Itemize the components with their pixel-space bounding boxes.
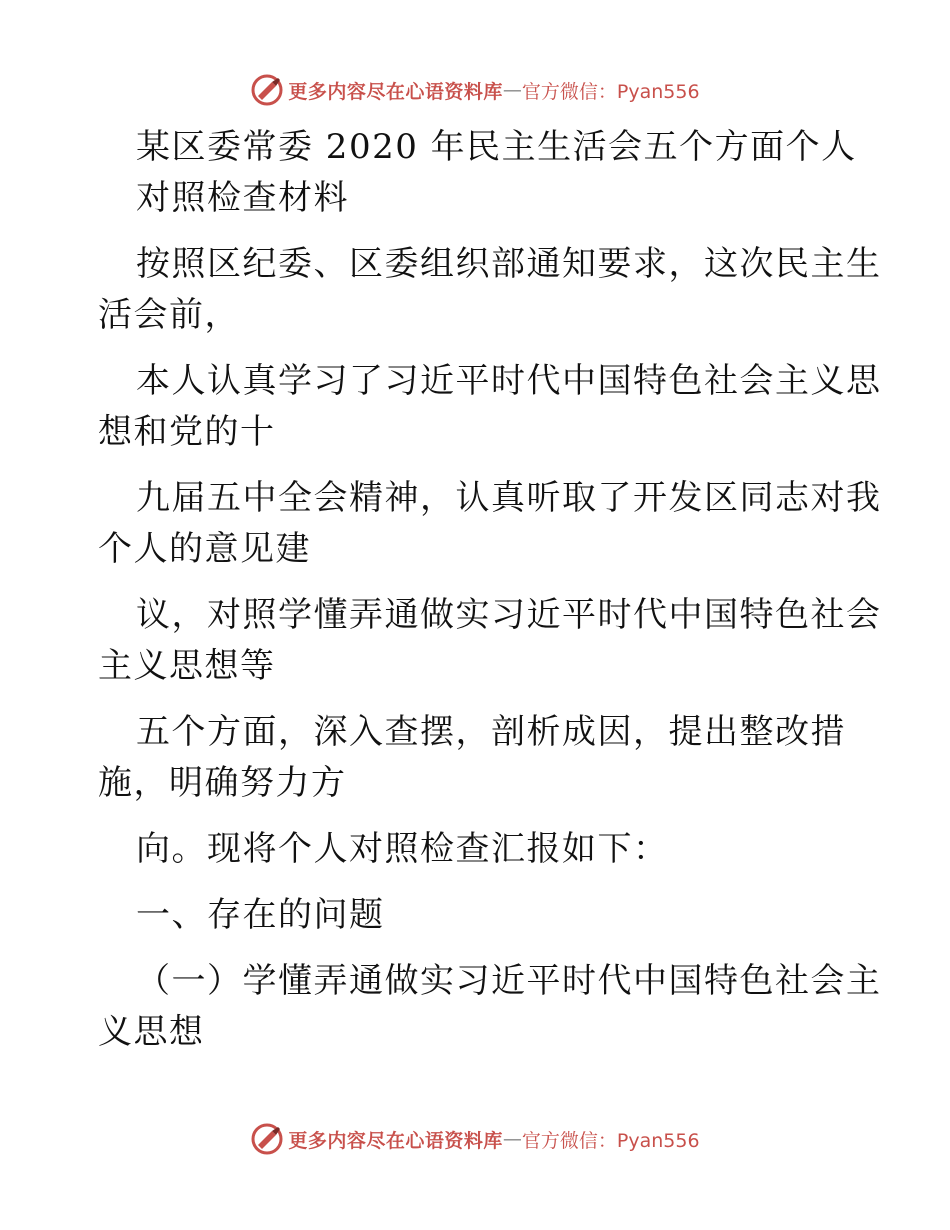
brand-logo-icon <box>250 1122 284 1156</box>
section-heading: 一、存在的问题 <box>136 895 385 935</box>
paragraph-line: 议，对照学懂弄通做实习近平时代中国特色社会 <box>136 595 882 635</box>
paragraph-line: 施，明确努力方 <box>98 763 347 803</box>
paragraph-line: 五个方面，深入查摆，剖析成因，提出整改措 <box>136 712 846 752</box>
subsection-heading-line: （一）学懂弄通做实习近平时代中国特色社会主 <box>136 961 882 1001</box>
paragraph-line: 活会前， <box>98 295 240 335</box>
footer-banner-main-text: 更多内容尽在心语资料库 <box>288 1129 503 1152</box>
paragraph-line: 想和党的十 <box>98 412 276 452</box>
brand-logo-icon <box>250 73 284 107</box>
paragraph-line: 九届五中全会精神，认真听取了开发区同志对我 <box>136 478 882 518</box>
paragraph-line: 向。现将个人对照检查汇报如下： <box>136 829 669 869</box>
footer-watermark-banner <box>0 1119 950 1159</box>
document-title-line-1: 某区委常委 2020 年民主生活会五个方面个人 <box>136 127 857 167</box>
paragraph-line: 个人的意见建 <box>98 529 311 569</box>
paragraph-line: 本人认真学习了习近平时代中国特色社会主义思 <box>136 361 882 401</box>
header-banner-main-text: 更多内容尽在心语资料库 <box>288 80 503 103</box>
paragraph-line: 按照区纪委、区委组织部通知要求，这次民主生 <box>136 244 882 284</box>
paragraph-line: 主义思想等 <box>98 646 276 686</box>
footer-banner-separator: — <box>502 1128 522 1150</box>
header-banner-separator: — <box>502 79 522 101</box>
subsection-heading-line: 义思想 <box>98 1012 205 1052</box>
document-body <box>98 122 882 1058</box>
footer-banner-wechat-text: 官方微信：Pyan556 <box>521 1129 700 1152</box>
header-watermark-banner <box>0 70 950 110</box>
document-title-line-2: 对照检查材料 <box>136 178 349 218</box>
header-banner-wechat-text: 官方微信：Pyan556 <box>521 80 700 103</box>
